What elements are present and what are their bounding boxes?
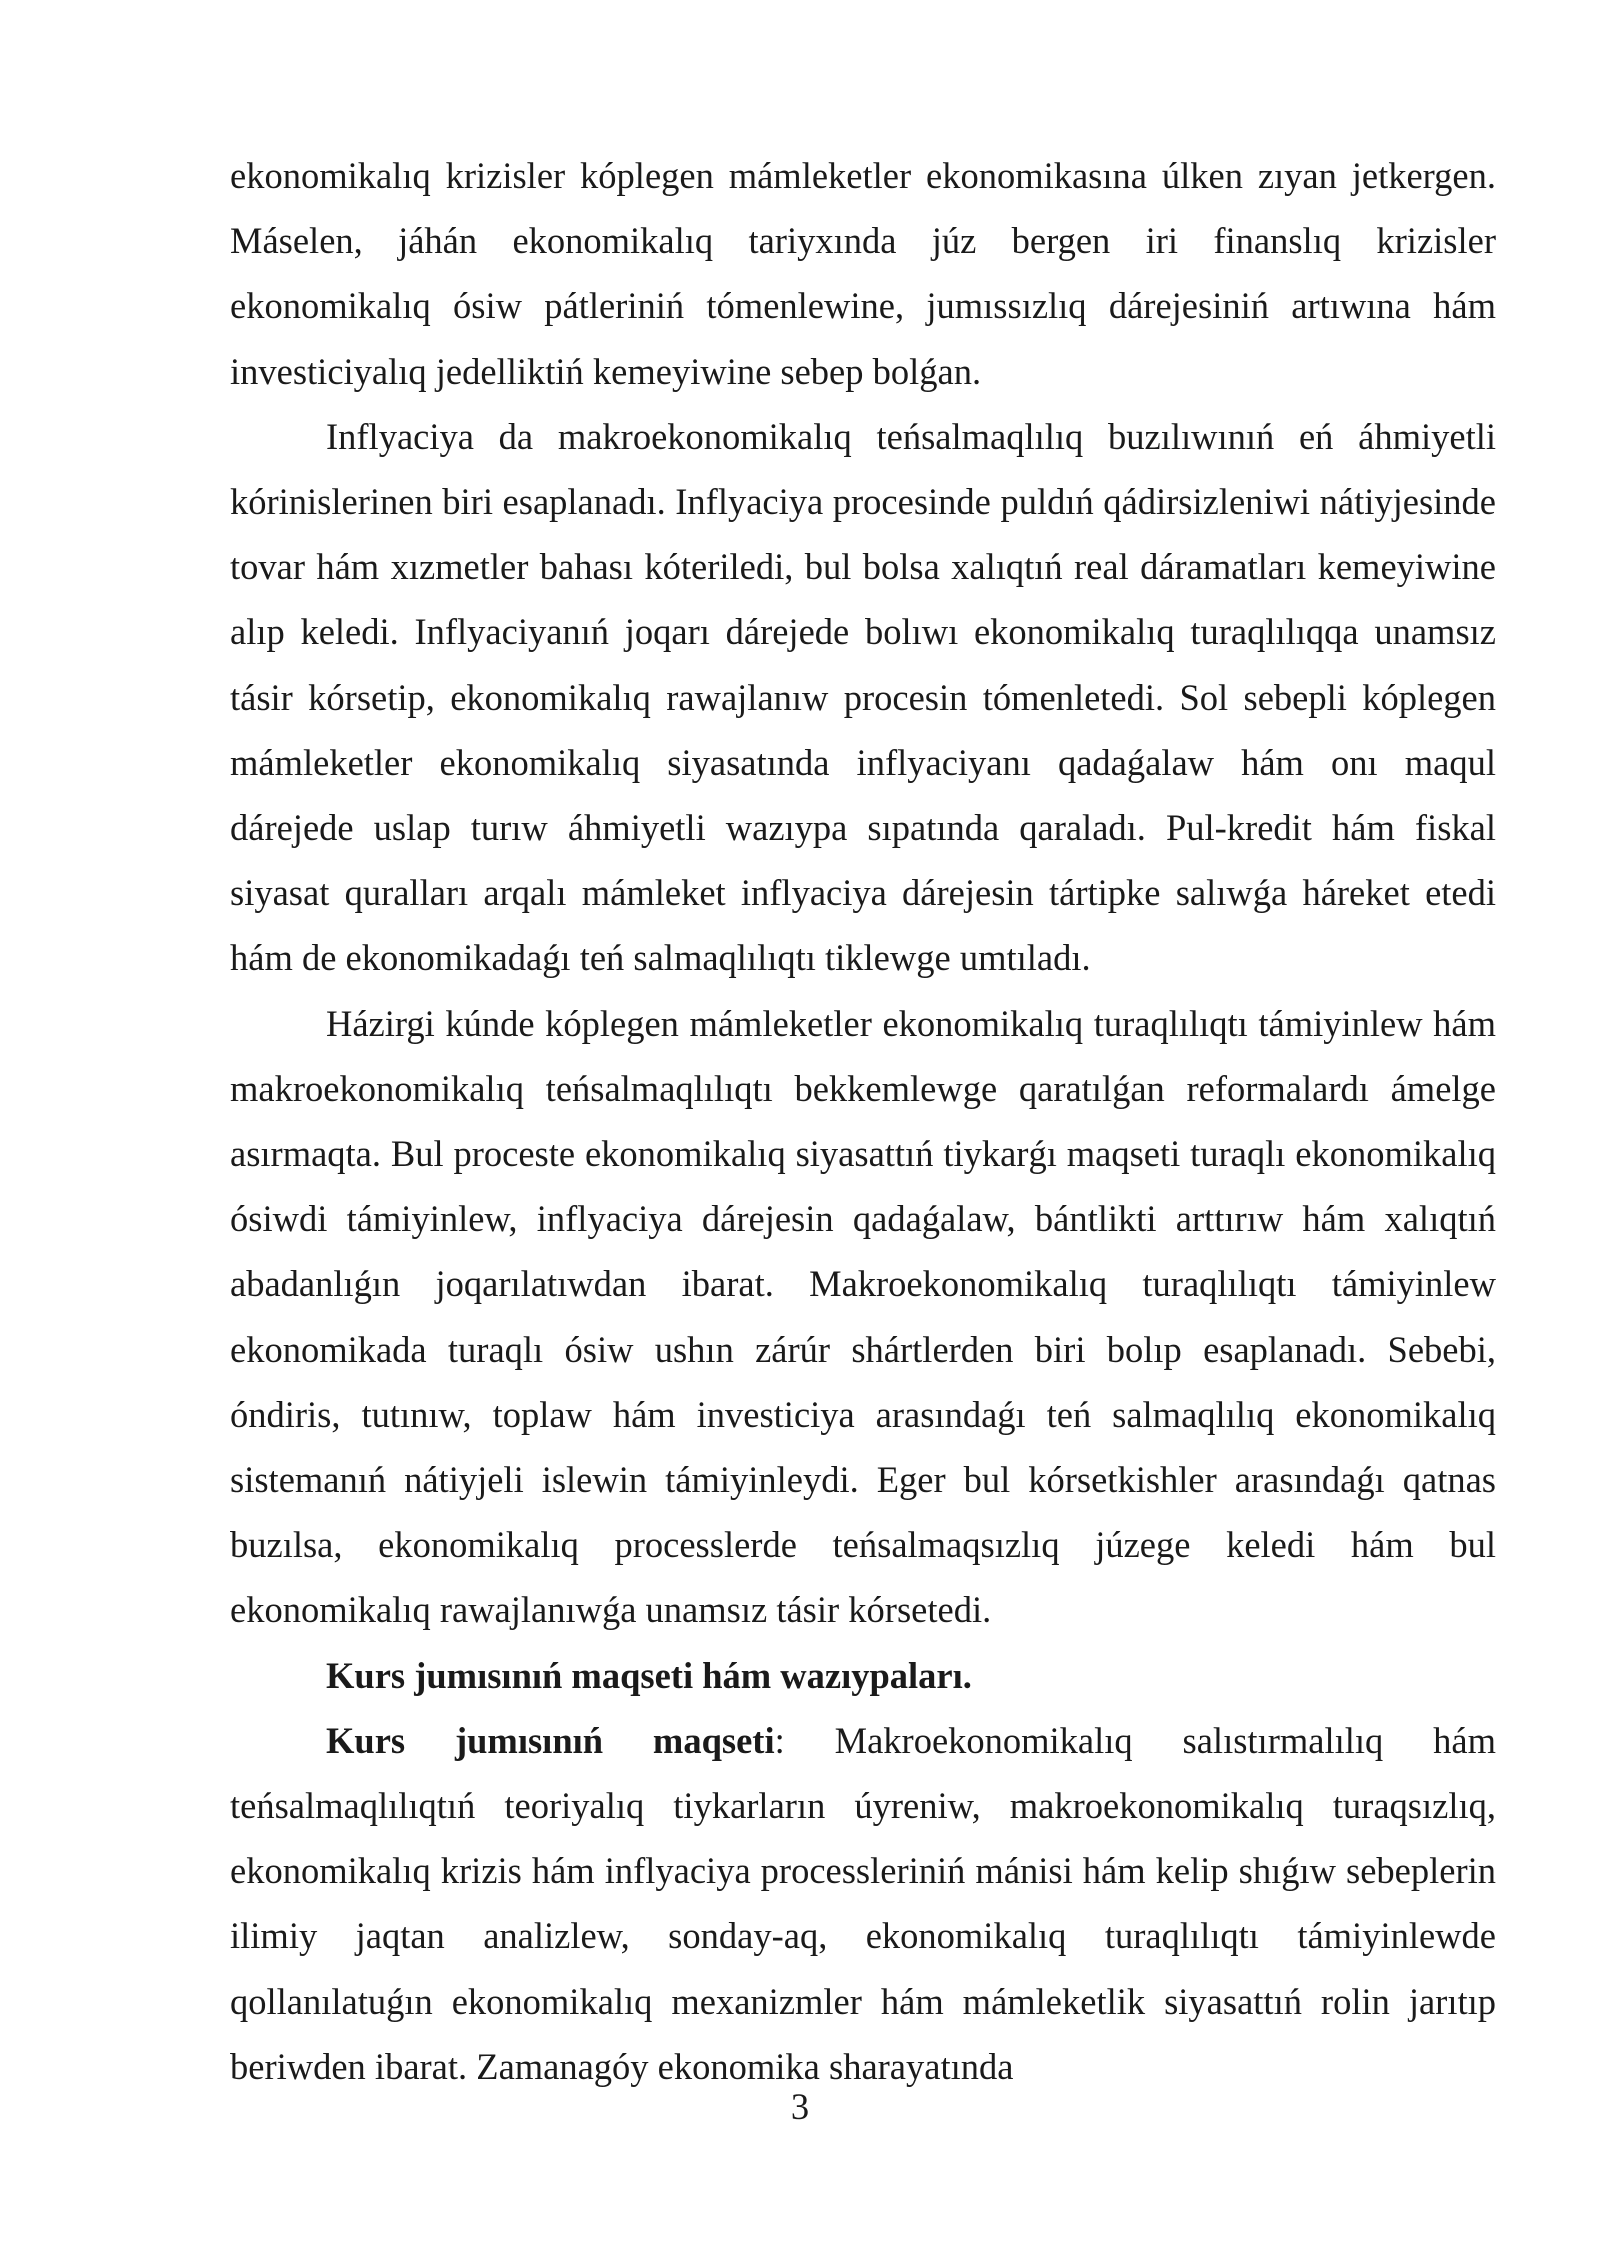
section-heading: Kurs jumısınıń maqseti hám wazıypaları. xyxy=(326,1654,972,1696)
page-number: 3 xyxy=(790,2086,810,2127)
goal-text: Makroekonomikalıq salıstırmalılıq hám teńsalmaqlılıqtıń teoriyalıq tiykarların úyreniw, makroekonomikalıq turaqsızlıq, ekonomikalıq krizis hám inflyaciya processleriniń mánisi hám kelip shıǵıw sebeplerin ilimiy jaqtan analizlew, sonday-aq, ekonomikalıq turaqlılıqtı támiyinlewde qollanılatuǵın ekonomikalıq mexanizmler hám mámleketlik siyasattıń rolin jarıtıp beriwden ibarat. Zamanagóy ekonomika sharayatında xyxy=(230,1719,1496,2087)
paragraph-continuation: ekonomikalıq krizisler kóplegen mámleketler ekonomikasına úlken zıyan jetkergen. Máselen, jáhán ekonomikalıq tariyxında júz bergen iri finanslıq krizisler ekonomikalıq ósiw pátleriniń tómenlewine, jumıssızlıq dárejesiniń artıwına hám investiciyalıq jedelliktiń kemeyiwine sebep bolǵan. xyxy=(230,155,1496,392)
goal-colon: : xyxy=(774,1719,785,1761)
goal-label: Kurs jumısınıń maqseti xyxy=(326,1719,775,1761)
paragraph-inflation: Inflyaciya da makroekonomikalıq teńsalmaqlılıq buzılıwınıń eń áhmiyetli kórinislerinen biri esaplanadı. Inflyaciya procesinde puldıń qádirsizleniwi nátiyjesinde tovar hám xızmetler bahası kóteriledi, bul bolsa xalıqtıń real dáramatları kemeyiwine alıp keledi. Inflyaciyanıń joqarı dárejede bolıwı ekonomikalıq turaqlılıqqa unamsız tásir kórsetip, ekonomikalıq rawajlanıw procesin tómenletedi. Sol sebepli kóplegen mámleketler ekonomikalıq siyasatında inflyaciyanı qadaǵalaw hám onı maqul dárejede uslap turıw áhmiyetli wazıypa sıpatında qaraladı. Pul-kredit hám fiskal siyasat quralları arqalı mámleket inflyaciya dárejesin tártipke salıwǵa háreket etedi hám de ekonomikadaǵı teń salmaqlılıqtı tiklewge umtıladı. xyxy=(230,415,1496,979)
paragraph-stability: Házirgi kúnde kóplegen mámleketler ekonomikalıq turaqlılıqtı támiyinlew hám makroekonomikalıq teńsalmaqlılıqtı bekkemlewge qaratılǵan reformalardı ámelge asırmaqta. Bul proceste ekonomikalıq siyasattıń tiykarǵı maqseti turaqlı ekonomikalıq ósiwdi támiyinlew, inflyaciya dárejesin qadaǵalaw, bántlikti arttırıw hám xalıqtıń abadanlıǵın joqarılatıwdan ibarat. Makroekonomikalıq turaqlılıqtı támiyinlew ekonomikada turaqlı ósiw ushın zárúr shártlerden biri bolıp esaplanadı. Sebebi, óndiris, tutınıw, toplaw hám investiciya arasındaǵı teń salmaqlılıq ekonomikalıq sistemanıń nátiyjeli islewin támiyinleydi. Eger bul kórsetkishler arasındaǵı qatnas buzılsa, ekonomikalıq processlerde teńsalmaqsızlıq júzege keledi hám bul ekonomikalıq rawajlanıwǵa unamsız tásir kórsetedi. xyxy=(230,1002,1496,1631)
document-body xyxy=(230,143,1496,2099)
paragraph-goal xyxy=(230,1708,1496,2099)
